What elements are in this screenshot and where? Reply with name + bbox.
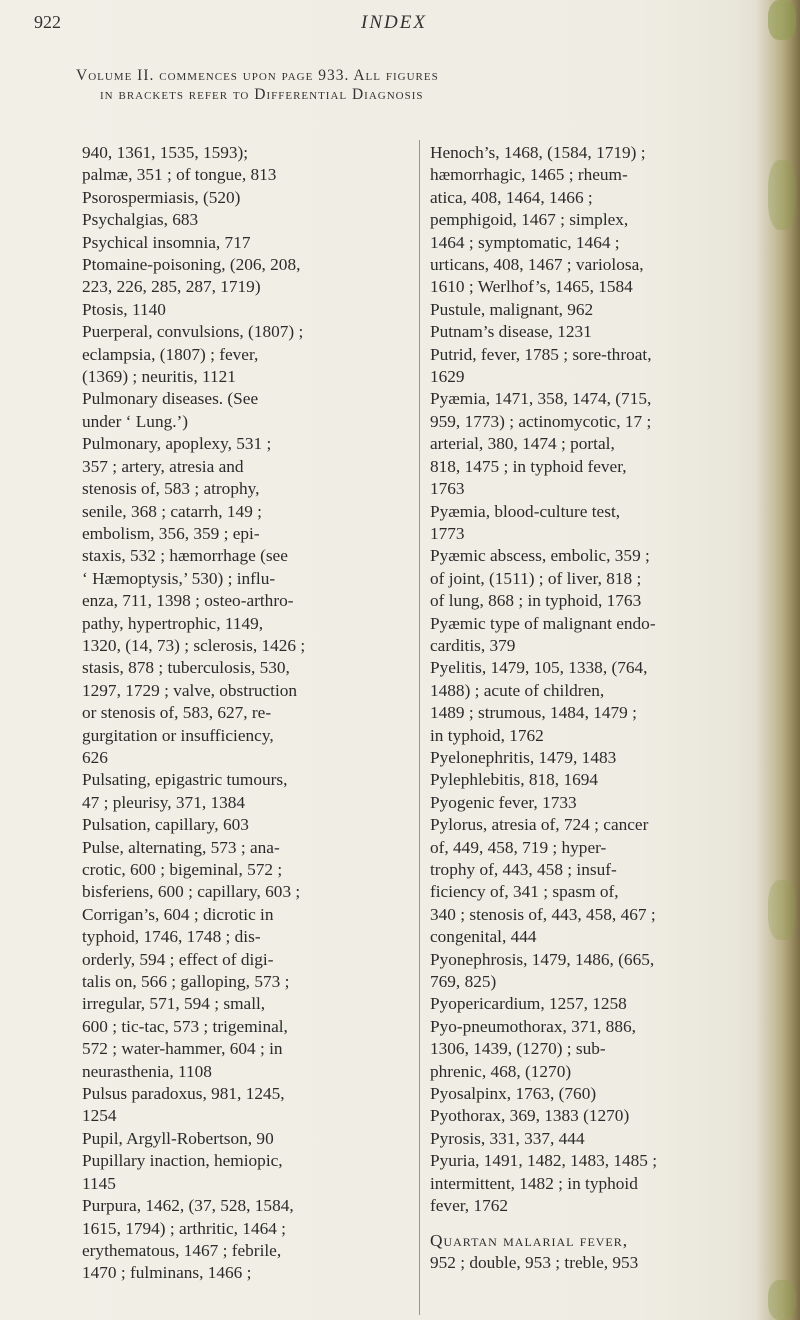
index-entry [82,1195,412,1285]
index-entry [430,814,760,948]
index-entry [430,501,760,546]
index-entry [82,388,412,433]
index-entry [430,613,760,658]
index-entry [430,1150,760,1217]
index-entry-line: 1470 ; fulminans, 1466 ; [82,1263,252,1283]
index-entry-line: 818, 1475 ; in typhoid fever, [430,456,627,476]
index-entry-line: arterial, 380, 1474 ; portal, [430,434,615,454]
index-entry-line: Pyo-pneumothorax, 371, 886, [430,1016,636,1036]
index-entry [430,769,760,791]
index-entry-line: Psychalgias, 683 [82,210,199,230]
index-entry-line: embolism, 356, 359 ; epi- [82,523,260,543]
index-entry-line: staxis, 532 ; hæmorrhage (see [82,546,288,566]
index-entry-line: Pyrosis, 331, 337, 444 [430,1128,585,1148]
index-entry-line: carditis, 379 [430,635,516,655]
index-entry-line: bisferiens, 600 ; capillary, 603 ; [82,882,301,902]
index-entry-line: Pyæmic type of malignant endo- [430,613,656,633]
index-entry-line: Pylorus, atresia of, 724 ; cancer [430,815,649,835]
index-entry-line: ficiency of, 341 ; spasm of, [430,882,619,902]
page-edge-stain [768,160,796,230]
index-entry-line: under ‘ Lung.’) [82,411,189,431]
index-entry [430,657,760,747]
index-entry-line: senile, 368 ; catarrh, 149 ; [82,501,262,521]
index-entry-line: 769, 825) [430,972,497,992]
index-entry-line: urticans, 408, 1467 ; variolosa, [430,255,644,275]
index-entry [430,1016,760,1083]
index-entry-line: Pyæmia, blood-culture test, [430,501,621,521]
index-entry-line: Pupil, Argyll-Robertson, 90 [82,1128,274,1148]
index-entry [430,388,760,500]
index-entry-line: in typhoid, 1762 [430,725,544,745]
index-entry-line: Pulse, alternating, 573 ; ana- [82,837,280,857]
index-entry [82,1128,412,1150]
index-entry-line: Ptomaine-poisoning, (206, 208, [82,255,301,275]
index-entry [82,142,412,164]
index-entry-line: of joint, (1511) ; of liver, 818 ; [430,568,642,588]
index-entry [82,1150,412,1195]
index-entry-line: 1610 ; Werlhof’s, 1465, 1584 [430,277,633,297]
index-entry-line: neurasthenia, 1108 [82,1061,212,1081]
index-entry-line: hæmorrhagic, 1465 ; rheum- [430,165,628,185]
index-entry [82,1083,412,1128]
index-entry [82,814,412,836]
index-entry-line: of, 449, 458, 719 ; hyper- [430,837,607,857]
index-entry [430,747,760,769]
index-entry [82,187,412,209]
index-entry [430,993,760,1015]
index-entry-line: intermittent, 1482 ; in typhoid [430,1173,638,1193]
index-entry-line: 940, 1361, 1535, 1593); [82,143,249,162]
index-column-left [82,142,412,1285]
index-entry-line: Pyæmic abscess, embolic, 359 ; [430,546,650,566]
index-entry-line: Pyogenic fever, 1733 [430,792,577,812]
index-entry [430,545,760,612]
index-entry-line: 1254 [82,1106,117,1126]
index-entry-line: Pyothorax, 369, 1383 (1270) [430,1106,630,1126]
index-entry-line: atica, 408, 1464, 1466 ; [430,187,593,207]
index-entry-line: 1464 ; symptomatic, 1464 ; [430,232,620,252]
page-header [34,12,754,56]
index-entry-line: 626 [82,747,108,767]
index-entry-line: 1488) ; acute of children, [430,680,605,700]
index-entry-line: Pulsus paradoxus, 981, 1245, [82,1084,285,1104]
index-entry-line: Corrigan’s, 604 ; dicrotic in [82,904,274,924]
index-entry [82,321,412,388]
index-entry [82,254,412,299]
index-entry-line: trophy of, 443, 458 ; insuf- [430,860,617,879]
index-entry-line: Pulmonary diseases. (See [82,389,259,409]
index-entry [82,299,412,321]
index-entry-line: 47 ; pleurisy, 371, 1384 [82,792,246,812]
index-entry-line: 223, 226, 285, 287, 1719) [82,277,261,297]
index-entry-line: Putrid, fever, 1785 ; sore-throat, [430,344,652,364]
index-entry-line: 1145 [82,1173,116,1193]
index-entry-line: Puerperal, convulsions, (1807) ; [82,322,304,342]
index-entry-line: 952 ; double, 953 ; treble, 953 [430,1252,639,1272]
index-entry [82,209,412,231]
index-entry-line: stenosis of, 583 ; atrophy, [82,479,260,499]
page-edge-stain [768,0,796,40]
page-edge-stain [768,1280,796,1320]
index-entry-line: palmæ, 351 ; of tongue, 813 [82,165,277,185]
index-entry-line: pathy, hypertrophic, 1149, [82,613,264,633]
index-entry [82,769,412,814]
index-entry [82,433,412,769]
section-gap [430,1218,760,1230]
volume-note-line: in brackets refer to Differential Diagnosis [100,86,424,103]
index-entry-line: Pustule, malignant, 962 [430,299,594,319]
index-entry-line: Henoch’s, 1468, (1584, 1719) ; [430,143,646,162]
index-entry-line: Purpura, 1462, (37, 528, 1584, [82,1196,294,1216]
index-entry-line: Psychical insomnia, 717 [82,232,251,252]
index-entry-line: Ptosis, 1140 [82,299,166,319]
index-entry-line: Pyosalpinx, 1763, (760) [430,1084,597,1104]
index-entry-line: talis on, 566 ; galloping, 573 ; [82,972,290,992]
index-entry-line: congenital, 444 [430,927,537,947]
volume-note [76,66,766,104]
index-entry-quartan [430,1230,760,1275]
column-divider [419,140,420,1315]
page-number: 922 [34,12,61,32]
index-entry-line: Pyonephrosis, 1479, 1486, (665, [430,949,655,969]
page-edge-shadow [756,0,800,1320]
index-entry-line: 357 ; artery, atresia and [82,456,244,476]
index-entry-line: 959, 1773) ; actinomycotic, 17 ; [430,411,652,431]
index-entry-line: gurgitation or insufficiency, [82,725,274,745]
index-entry [82,837,412,1083]
index-entry [430,299,760,321]
index-entry-line: enza, 711, 1398 ; osteo-arthro- [82,591,294,611]
index-entry [82,232,412,254]
index-entry [430,142,760,299]
index-entry [430,949,760,994]
index-entry-line: 1320, (14, 73) ; sclerosis, 1426 ; [82,635,306,655]
index-entry-line: 1489 ; strumous, 1484, 1479 ; [430,703,637,723]
index-entry-line: Pupillary inaction, hemiopic, [82,1151,283,1171]
index-entry-line: Pyelitis, 1479, 105, 1338, (764, [430,658,648,678]
index-entry [82,164,412,186]
index-entry-line: ‘ Hæmoptysis,’ 530) ; influ- [82,568,276,588]
index-entry-line: crotic, 600 ; bigeminal, 572 ; [82,860,283,879]
index-entry [430,1128,760,1150]
index-entry-line: 340 ; stenosis of, 443, 458, 467 ; [430,904,656,924]
index-entry [430,1105,760,1127]
index-entry-line: Putnam’s disease, 1231 [430,322,592,342]
index-entry-line: Pulmonary, apoplexy, 531 ; [82,434,272,454]
index-entry-line: 1629 [430,367,465,387]
index-entry-line: 572 ; water-hammer, 604 ; in [82,1039,283,1059]
index-column-right [430,142,760,1274]
index-entry-line: 1763 [430,479,465,499]
index-entry-line: pemphigoid, 1467 ; simplex, [430,210,629,230]
index-entry-line: Pylephlebitis, 818, 1694 [430,770,599,790]
index-entry-line: erythematous, 1467 ; febrile, [82,1240,282,1260]
index-entry-line: orderly, 594 ; effect of digi- [82,949,274,969]
index-entry-line: irregular, 571, 594 ; small, [82,994,266,1014]
index-entry-line: or stenosis of, 583, 627, re- [82,703,272,723]
index-entry-line: Pulsating, epigastric tumours, [82,770,288,790]
index-entry-line: Psorospermiasis, (520) [82,187,241,207]
index-entry-line: 1615, 1794) ; arthritic, 1464 ; [82,1218,286,1238]
index-entry-line: 600 ; tic-tac, 573 ; trigeminal, [82,1016,288,1036]
index-entry-line: Pyæmia, 1471, 358, 1474, (715, [430,389,652,409]
index-entry-line: 1773 [430,523,465,543]
page-edge-stain [768,880,796,940]
index-entry-line: Pyuria, 1491, 1482, 1483, 1485 ; [430,1151,658,1171]
index-entry-line: 1306, 1439, (1270) ; sub- [430,1039,606,1059]
index-entry [430,344,760,389]
index-entry-line: Pyelonephritis, 1479, 1483 [430,747,617,767]
index-entry [430,321,760,343]
index-entry-line: eclampsia, (1807) ; fever, [82,344,259,364]
volume-note-line: Volume II. commences upon page 933. All figures [76,67,439,84]
index-entry-line: typhoid, 1746, 1748 ; dis- [82,927,261,947]
index-entry-line: Pyopericardium, 1257, 1258 [430,994,627,1014]
index-entry-line: of lung, 868 ; in typhoid, 1763 [430,591,642,611]
index-entry-line: fever, 1762 [430,1196,509,1216]
index-entry-heading: Quartan malarial fever, [430,1230,629,1250]
index-entry [430,1083,760,1105]
running-title: INDEX [361,12,427,33]
index-entry [430,792,760,814]
index-entry-line: stasis, 878 ; tuberculosis, 530, [82,658,290,678]
index-entry-line: 1297, 1729 ; valve, obstruction [82,680,298,700]
index-entry-line: Pulsation, capillary, 603 [82,815,249,835]
index-entry-line: (1369) ; neuritis, 1121 [82,367,236,387]
index-entry-line: phrenic, 468, (1270) [430,1061,572,1081]
